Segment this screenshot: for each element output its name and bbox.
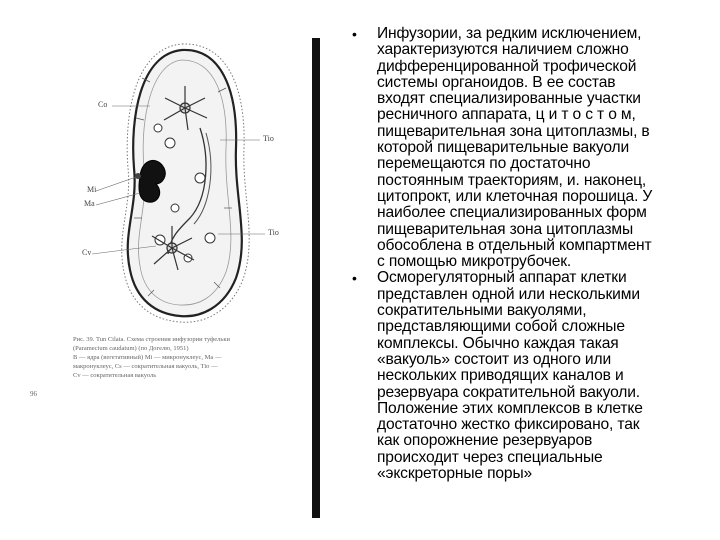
text-line: пищеварительная зона цитоплазмы bbox=[377, 220, 634, 238]
figure-label: Mi bbox=[87, 185, 97, 194]
figure-label: Tio bbox=[268, 228, 279, 237]
text-line: нескольких приводящих каналов и bbox=[377, 367, 624, 385]
text-line: с помощью микротрубочек. bbox=[377, 253, 572, 271]
figure-label: Tio bbox=[263, 134, 274, 143]
figure-label: Co bbox=[98, 100, 108, 109]
caption-line: Рис. 39. Tun Cilata. Схема строения инфузории туфельки bbox=[73, 336, 230, 343]
text-column bbox=[352, 26, 717, 482]
figure-label: Ma bbox=[84, 199, 95, 208]
text-line: характеризуются наличием сложно bbox=[377, 41, 629, 59]
bullet-item-osmoregulation bbox=[352, 270, 717, 482]
text-line: перемещаются по достаточно bbox=[377, 155, 591, 173]
bullet-text bbox=[377, 26, 717, 270]
bullet-icon: • bbox=[352, 26, 357, 42]
text-line: входят специализированные участки bbox=[377, 90, 641, 108]
vertical-divider bbox=[312, 38, 320, 518]
caption-line: В — ядра (вегетативный) Mi — микронуклеус, Ma — bbox=[73, 354, 222, 361]
text-line: сократительными вакуолями, bbox=[377, 302, 587, 320]
caption-line: макронуклеус, Cs — сократительная вакуоль, Tio — bbox=[73, 363, 218, 370]
text-line: цитопрокт, или клеточная порошица. У bbox=[377, 187, 653, 205]
text-line: комплексы. Обычно каждая такая bbox=[377, 334, 619, 352]
figure-caption bbox=[73, 335, 273, 380]
bullet-icon: • bbox=[352, 270, 357, 287]
text-line: Инфузории, за редким исключением, bbox=[377, 25, 642, 42]
bullet-item-trophic bbox=[352, 26, 717, 270]
text-line: представлен одной или несколькими bbox=[377, 285, 640, 303]
text-line: постоянным траекториям, и. наконец, bbox=[377, 171, 647, 189]
text-line: достаточно жестко фиксировано, так bbox=[377, 416, 640, 434]
text-line: пищеварительная зона цитоплазмы, в bbox=[377, 122, 650, 140]
caption-line: Сv — сократительная вакуоль bbox=[73, 372, 157, 379]
text-line: Осморегуляторный аппарат клетки bbox=[377, 269, 627, 287]
page-number: 96 bbox=[30, 390, 37, 398]
text-line: «экскреторные поры» bbox=[377, 465, 533, 483]
text-line: дифференцированной трофической bbox=[377, 57, 637, 75]
text-line: резервуара сократительной вакуоли. bbox=[377, 383, 640, 401]
text-line: происходит через специальные bbox=[377, 448, 603, 466]
text-line: представляющими собой сложные bbox=[377, 318, 625, 336]
text-line: которой пищеварительные вакуоли bbox=[377, 139, 630, 157]
text-line: наиболее специализированных форм bbox=[377, 204, 647, 222]
text-line: ресничного аппарата, ц и т о с т о м, bbox=[377, 106, 636, 124]
text-line: «вакуоль» состоит из одного или bbox=[377, 350, 612, 368]
caption-line: (Paramecium caudatum) (по Догелю, 1951) bbox=[73, 345, 189, 352]
text-line: системы органоидов. В ее состав bbox=[377, 73, 616, 91]
text-line: как опорожнение резервуаров bbox=[377, 432, 593, 450]
figure-label: Cv bbox=[82, 248, 92, 257]
paramecium-drawing bbox=[60, 8, 310, 338]
text-line: Положение этих комплексов в клетке bbox=[377, 399, 643, 417]
bullet-text bbox=[377, 270, 717, 482]
text-line: обособлена в отдельный компартмент bbox=[377, 236, 652, 254]
